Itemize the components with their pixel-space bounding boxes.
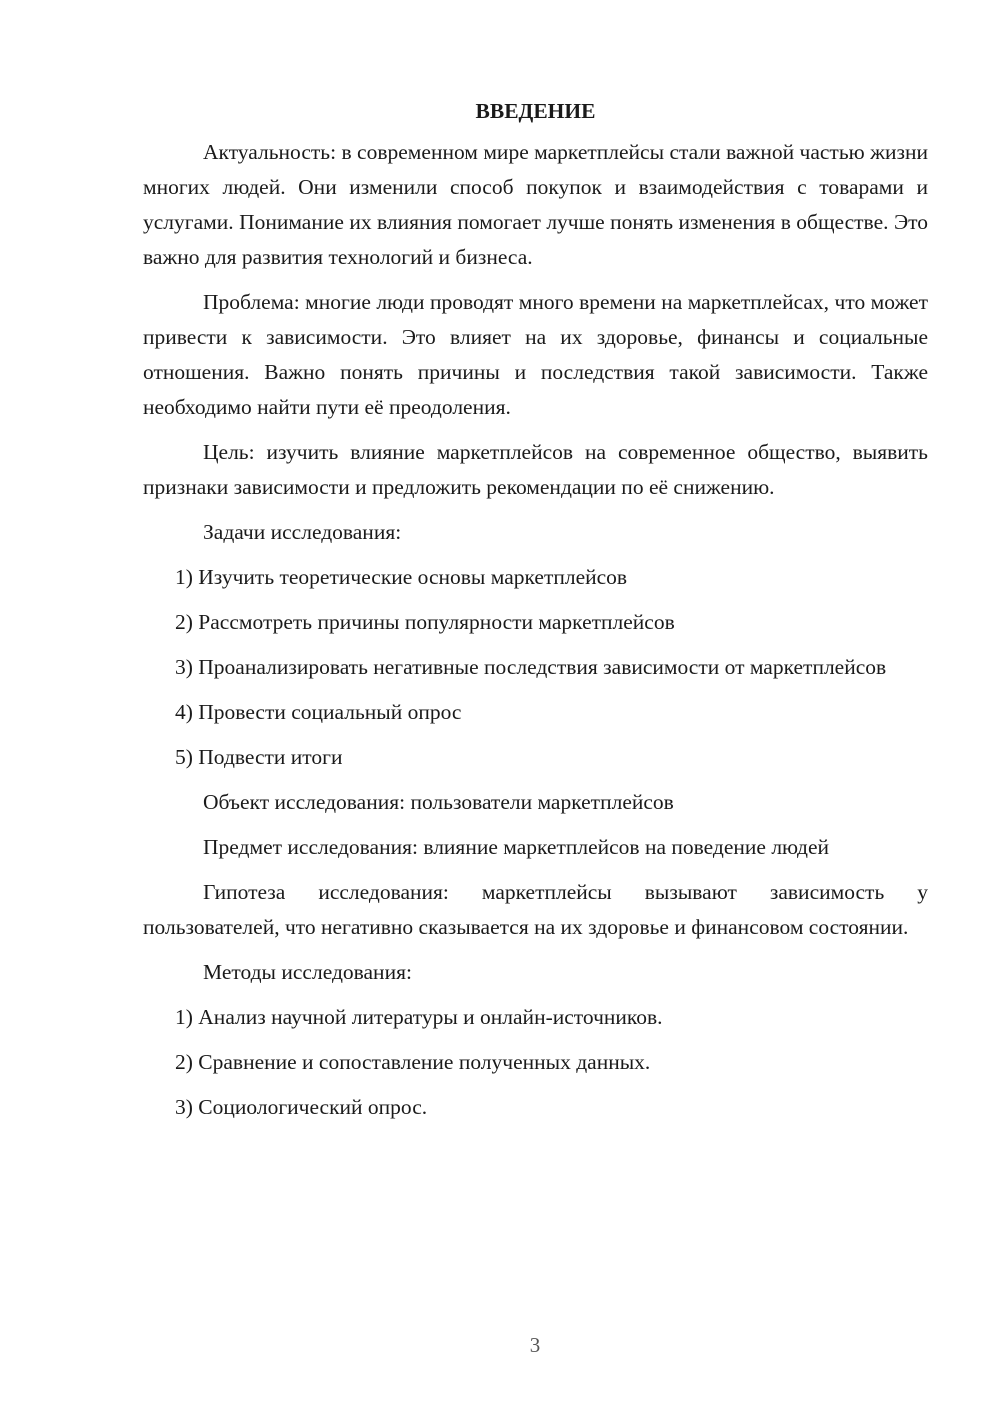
section-heading: ВВЕДЕНИЕ [475,99,596,123]
list-item: 3) Проанализировать негативные последствия зависимости от маркетплейсов [175,655,887,679]
tasks-title: Задачи исследования: [203,520,402,544]
list-item: 1) Анализ научной литературы и онлайн-источников. [175,1005,663,1029]
tasks-list [143,560,928,775]
list-item: 5) Подвести итоги [175,745,343,769]
list-item: 1) Изучить теоретические основы маркетплейсов [175,565,628,589]
page-number: 3 [529,1333,541,1357]
list-item: 3) Социологический опрос. [175,1095,428,1119]
subject-line: Предмет исследования: влияние маркетплейсов на поведение людей [203,835,830,859]
relevance-paragraph: Актуальность: в современном мире маркетплейсы стали важной частью жизни многих людей. Они изменили способ покупок и взаимодействия с товарами и услугами. Понимание их влияния помогает лучше понять изменения в обществе. Это важно для развития технологий и бизнеса. [143,140,928,269]
problem-paragraph: Проблема: многие люди проводят много времени на маркетплейсах, что может привести к зависимости. Это влияет на их здоровье, финансы и социальные отношения. Важно понять причины и последствия такой зависимости. Также необходимо найти пути её преодоления. [143,290,928,419]
methods-list [143,1000,928,1125]
document-page [143,96,928,1135]
list-item: 2) Сравнение и сопоставление полученных данных. [175,1050,651,1074]
list-item: 2) Рассмотреть причины популярности маркетплейсов [175,610,675,634]
object-line: Объект исследования: пользователи маркетплейсов [203,790,674,814]
list-item: 4) Провести социальный опрос [175,700,462,724]
methods-title: Методы исследования: [203,960,412,984]
hypothesis-paragraph: Гипотеза исследования: маркетплейсы вызывают зависимость у пользователей, что негативно сказывается на их здоровье и финансовом состоянии. [143,880,928,939]
goal-paragraph: Цель: изучить влияние маркетплейсов на современное общество, выявить признаки зависимости и предложить рекомендации по её снижению. [143,440,928,499]
